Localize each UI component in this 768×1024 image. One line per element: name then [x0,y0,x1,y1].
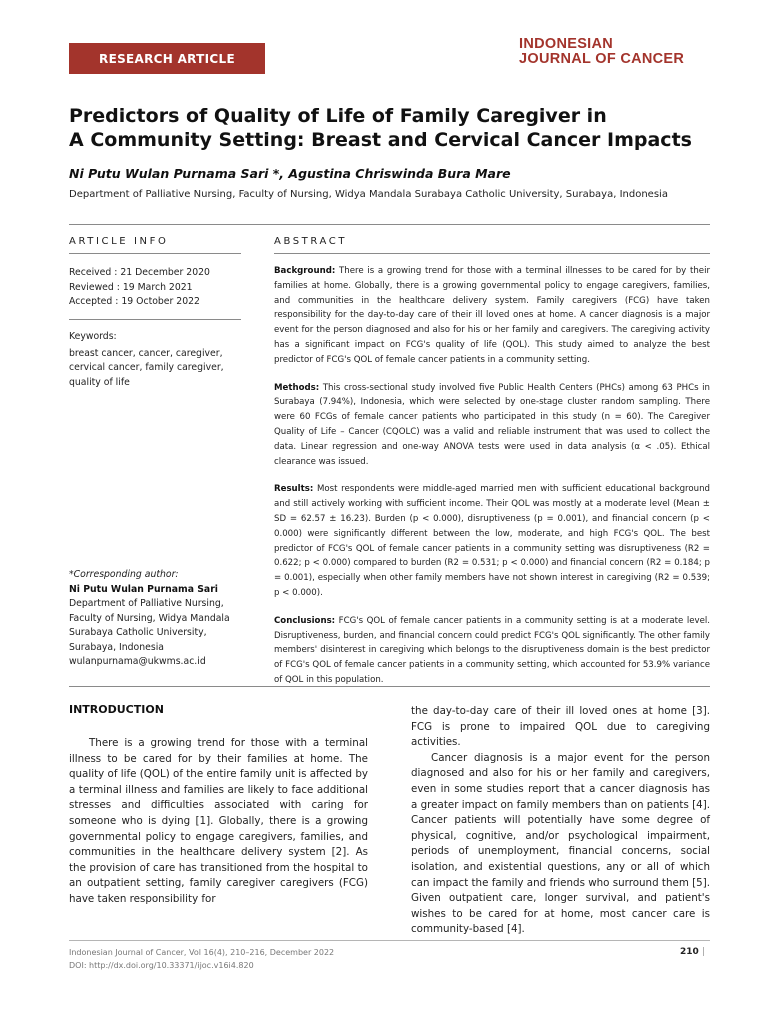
intro-paragraph-2: Cancer diagnosis is a major event for the person diagnosed and also for his or her family and caregivers, even in some studies report that a cancer diagnosis has a greater impact on family members than on patients [4]. Cancer patients will potentially have some degree of physical, cognitive, and/or psychological impairment, periods of unemployment, financial concerns, social isolation, and existential questions, any or all of which can impact the family and friends who surround them [5]. Given outpatient care, longer survival, and patient's wishes to be cared for at home, most cancer care is community-based [4]. [411,751,710,936]
title-line-1: Predictors of Quality of Life of Family Caregiver in [69,105,607,127]
keywords [69,330,224,390]
background-label: Background: [274,266,336,276]
footer-citation [69,947,334,972]
divider-info-1 [69,253,241,254]
date-received: Received : 21 December 2020 [69,267,210,278]
corresponding-author [69,568,249,670]
abstract-results [274,482,710,600]
journal-logo [519,37,684,67]
divider-top [69,224,710,225]
corresponding-line: Department of Palliative Nursing, [69,598,224,609]
page-number [680,947,705,957]
footer-journal: Indonesian Journal of Cancer, Vol 16(4), 210–216, December 2022 [69,948,335,957]
intro-column-left [69,736,368,908]
article-info-heading: ARTICLE INFO [69,236,169,247]
keywords-label: Keywords: [69,331,117,342]
keywords-line: breast cancer, cancer, caregiver, [69,347,223,359]
date-accepted: Accepted : 19 October 2022 [69,296,200,307]
keywords-line: quality of life [69,376,130,388]
abstract-background [274,264,710,368]
methods-text: This cross-sectional study involved five Public Health Centers (PHCs) among 63 PHCs in Surabaya (7.94%), Indonesia, which were selected by one-stage cluster random sampling. There were 60 FCGs of female cancer patients who participated in this study (n = 60). The Caregiver Quality of Life – Cancer (CQOLC) was a valid and reliable instrument that was used to collect the data. Linear regression and one-way ANOVA tests were used in data analysis (α < .05). Ethical clearance was issued. [274,382,710,467]
article-type-badge: RESEARCH ARTICLE [69,43,265,74]
intro-paragraph-1-continued: the day-to-day care of their ill loved ones at home [3]. FCG is prone to impaired QOL due to caregiving activities. [411,705,710,749]
article-dates [69,266,210,310]
results-text: Most respondents were middle-aged married men with sufficient educational background and still actively working with sufficient income. Their QOL was mostly at a moderate level (Mean ± SD = 62.57 ± 16.23). Burden (p < 0.000), disruptiveness (p = 0.001), and financial concern (p < 0.000) were significantly different between the low, moderate, and high FCG's QOL. The best predictor of FCG's QOL of female cancer patients in a community setting was disruptiveness (R2 = 0.622; p < 0.000) compared to burden (R2 = 0.531; p < 0.000) and financial concern (R2 = 0.184; p = 0.001), especially when other family members have not shown interest in caregiving (R2 = 0.539; p < 0.000). [274,484,711,598]
abstract-methods [274,381,710,470]
background-text: There is a growing trend for those with a terminal illnesses to be cared for by their families at home. Globally, there is a growing governmental policy to engage caregivers, families, and communities in the healthcare delivery system. Family caregivers (FCG) have taken responsibility for the day-to-day care of their ill loved ones at home. A cancer diagnosis is a major event for the person diagnosed and also for his or her family and caregivers. The caregiving activity has a significant impact on FCG's quality of life (QOL). This study aimed to analyze the best predictor of FCG's QOL of female cancer patients in a community setting. [274,266,710,365]
corresponding-email: wulanpurnama@ukwms.ac.id [69,656,206,667]
title-line-2: A Community Setting: Breast and Cervical Cancer Impacts [69,129,692,151]
divider-abstract-top [274,253,710,254]
methods-label: Methods: [274,382,320,393]
intro-paragraph-1: There is a growing trend for those with a terminal illness to be cared for by their families at home. The quality of life (QOL) of the entire family unit is affected by a terminal illness and families are likely to face additional stresses and difficulties associated with caring for someone who is dying [1]. Globally, there is a growing governmental policy to engage caregivers, families, and communities in the healthcare delivery system [2]. As the provision of care has transitioned from the hospital to an outpatient setting, family caregiver caregivers (FCG) have taken responsibility for [69,737,368,905]
keywords-line: cervical cancer, family caregiver, [69,362,224,373]
article-title [69,104,719,152]
conclusions-label: Conclusions: [274,615,336,626]
corresponding-name: Ni Putu Wulan Purnama Sari [69,583,218,595]
results-label: Results: [274,484,314,495]
journal-name-line1: INDONESIAN [519,36,614,52]
abstract-heading: ABSTRACT [274,236,348,247]
page-number-value: 210 [680,947,699,957]
date-reviewed: Reviewed : 19 March 2021 [69,281,193,293]
divider-footer [69,940,710,941]
conclusions-text: FCG's QOL of female cancer patients in a community setting is at a moderate level. Disruptiveness, burden, and financial concern could predict FCG's QOL significantly. The other family members' disinterest in caregiving which belongs to the disruptiveness domain is the best predictor of FCG's QOL of female cancer patients in a community setting, which accounted for 53.9% variance of QOL in this population. [274,615,710,685]
footer-doi[interactable]: DOI: http://dx.doi.org/10.33371/ijoc.v16i4.820 [69,960,254,970]
corresponding-line: Surabaya Catholic University, [69,627,207,638]
divider-info-2 [69,319,241,320]
corresponding-line: Faculty of Nursing, Widya Mandala [69,612,230,624]
corresponding-line: Surabaya, Indonesia [69,641,164,653]
journal-name-line2: JOURNAL OF CANCER [519,51,685,67]
abstract-conclusions [274,614,710,688]
abstract-body [274,264,710,701]
corresponding-label: *Corresponding author: [69,569,179,580]
authors: Ni Putu Wulan Purnama Sari *, Agustina Chriswinda Bura Mare [69,166,511,181]
intro-column-right [411,704,710,938]
affiliation: Department of Palliative Nursing, Faculty of Nursing, Widya Mandala Surabaya Catholic University, Surabaya, Indonesia [69,189,668,200]
introduction-heading: INTRODUCTION [69,703,164,716]
page-number-separator: | [701,947,705,957]
divider-abstract-bottom [69,686,710,687]
